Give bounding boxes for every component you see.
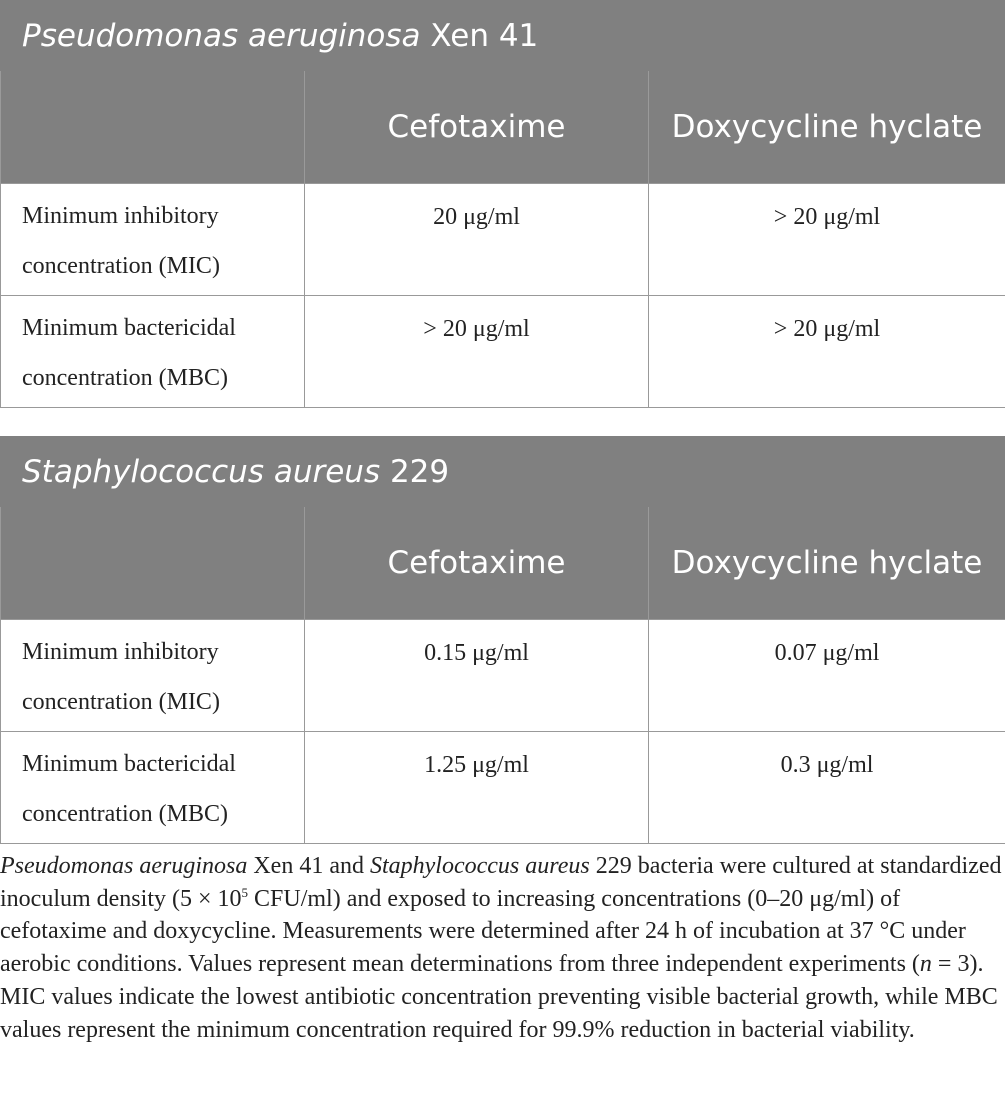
table-caption <box>0 850 1003 1046</box>
caption-species-2: Staphylococcus aureus <box>369 853 590 879</box>
organism-strain: Xen 41 <box>430 17 539 54</box>
column-header-cefotaxime: Cefotaxime <box>305 71 649 184</box>
row-label: Minimum inhibitory concentration (MIC) <box>1 620 305 732</box>
row-label: Minimum inhibitory concentration (MIC) <box>1 184 305 296</box>
cell-value: 1.25 μg/ml <box>305 732 649 844</box>
caption-n-symbol: n <box>919 951 932 978</box>
cell-value: > 20 μg/ml <box>305 296 649 408</box>
mic-mbc-table-pseudomonas <box>0 0 1005 408</box>
caption-species-1: Pseudomonas aeruginosa <box>0 853 248 879</box>
column-header-cefotaxime: Cefotaxime <box>305 507 649 620</box>
empty-header-cell <box>1 507 305 620</box>
column-header-doxycycline: Doxycycline hyclate <box>649 71 1005 184</box>
table-row <box>1 732 1005 844</box>
caption-text: Xen 41 and <box>247 853 370 879</box>
table-title <box>1 1 1005 71</box>
column-header-doxycycline: Doxycycline hyclate <box>649 507 1005 620</box>
table-row <box>1 184 1005 296</box>
cell-value: 0.3 μg/ml <box>649 732 1005 844</box>
organism-strain: 229 <box>389 453 450 490</box>
cell-value: > 20 μg/ml <box>649 184 1005 296</box>
table-row <box>1 296 1005 408</box>
cell-value: 0.15 μg/ml <box>305 620 649 732</box>
empty-header-cell <box>1 71 305 184</box>
organism-species: Staphylococcus aureus <box>22 453 381 490</box>
row-label: Minimum bactericidal concentration (MBC) <box>1 296 305 408</box>
caption-text: 229 bacteria were cultured at standardized inoculum density (5 × 10 <box>0 853 1002 912</box>
row-label: Minimum bactericidal concentration (MBC) <box>1 732 305 844</box>
caption-exponent: 5 <box>241 884 249 900</box>
cell-value: 0.07 μg/ml <box>649 620 1005 732</box>
mic-mbc-table-staphylococcus <box>0 436 1005 844</box>
table-row <box>1 620 1005 732</box>
caption-text: = 3). MIC values indicate the lowest antibiotic concentration preventing visible bacterial growth, while MBC values represent the minimum concentration required for 99.9% reduction in bacterial viability. <box>0 951 998 1043</box>
caption-text: CFU/ml) and exposed to increasing concentrations (0–20 μg/ml) of cefotaxime and doxycycline. Measurements were determined after 24 h of incubation at 37 °C under aerobic conditions. Values represent mean determinations from three independent experiments ( <box>0 885 966 978</box>
cell-value: 20 μg/ml <box>305 184 649 296</box>
cell-value: > 20 μg/ml <box>649 296 1005 408</box>
organism-species: Pseudomonas aeruginosa <box>22 17 421 54</box>
table-title <box>1 437 1005 507</box>
